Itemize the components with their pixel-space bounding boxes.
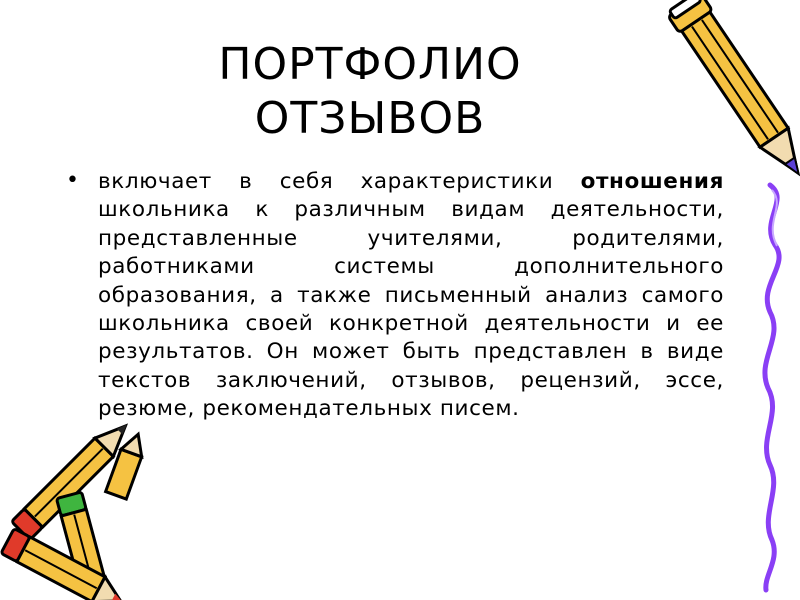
bullet-marker: • xyxy=(66,168,79,193)
body-text-part-1: включает в себя характеристики xyxy=(98,169,581,194)
title-line-2: ОТЗЫВОВ xyxy=(254,93,486,144)
body-text-bold: отношения xyxy=(580,169,724,194)
title-line-1: ПОРТФОЛИО xyxy=(218,39,522,90)
body-text-part-2: школьника к различным видам деятельности, представленные учителями, родителями, работниками системы дополнительного образования, а также письменный анализ самого школьника своей конкретной деятельности и ее результатов. Он может быть представлен в виде текстов заключений, отзывов, рецензий, эссе, резюме, рекомендательных писем. xyxy=(98,197,724,422)
